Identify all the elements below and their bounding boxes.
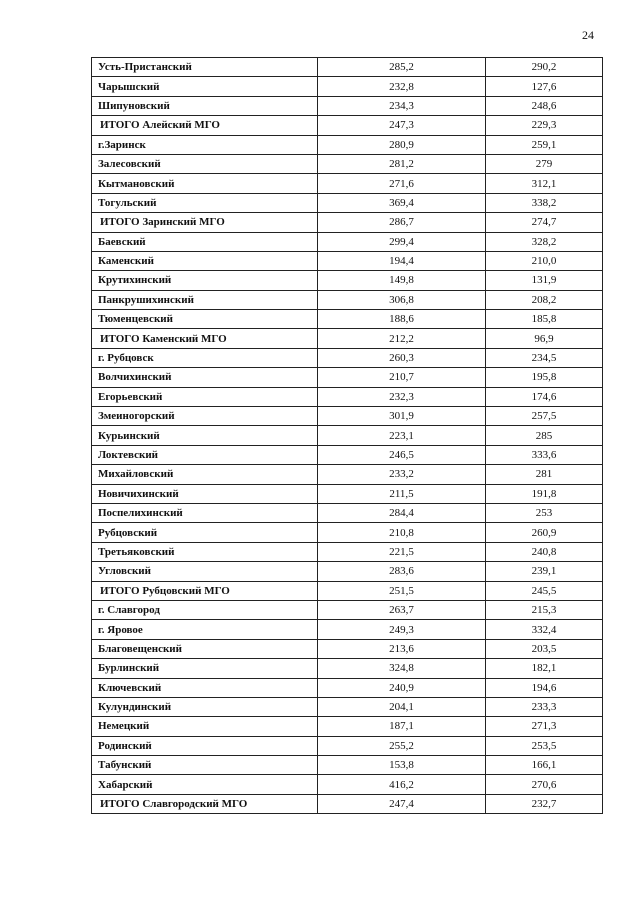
table-row: [92, 503, 603, 522]
value-2-cell: 312,1: [486, 174, 603, 193]
value-2-cell: 195,8: [486, 368, 603, 387]
value-2-cell: 274,7: [486, 213, 603, 232]
district-name-cell: Поспелихинский: [92, 503, 318, 522]
table-row: [92, 775, 603, 794]
value-2-cell: 182,1: [486, 659, 603, 678]
table-row: [92, 193, 603, 212]
value-2-cell: 208,2: [486, 290, 603, 309]
value-1-cell: 247,4: [318, 794, 486, 813]
value-1-cell: 281,2: [318, 154, 486, 173]
district-name-cell: Благовещенский: [92, 639, 318, 658]
district-name-cell: Третьяковский: [92, 542, 318, 561]
value-1-cell: 416,2: [318, 775, 486, 794]
value-2-cell: 248,6: [486, 96, 603, 115]
value-2-cell: 240,8: [486, 542, 603, 561]
table-row: [92, 310, 603, 329]
table-row: [92, 251, 603, 270]
table-row: [92, 659, 603, 678]
table-row: [92, 232, 603, 251]
district-name-cell: Рубцовский: [92, 523, 318, 542]
table-row: [92, 639, 603, 658]
value-1-cell: 284,4: [318, 503, 486, 522]
value-2-cell: 281: [486, 465, 603, 484]
district-name-cell: Егорьевский: [92, 387, 318, 406]
total-row: [92, 794, 603, 813]
value-2-cell: 333,6: [486, 445, 603, 464]
value-1-cell: 233,2: [318, 465, 486, 484]
table-row: [92, 736, 603, 755]
district-name-cell: Ключевский: [92, 678, 318, 697]
district-name-cell: ИТОГО Славгородский МГО: [92, 794, 318, 813]
page-number: 24: [582, 28, 594, 42]
value-1-cell: 212,2: [318, 329, 486, 348]
district-name-cell: ИТОГО Рубцовский МГО: [92, 581, 318, 600]
value-2-cell: 338,2: [486, 193, 603, 212]
district-name-cell: Новичихинский: [92, 484, 318, 503]
district-name-cell: Угловский: [92, 562, 318, 581]
value-1-cell: 204,1: [318, 697, 486, 716]
table-row: [92, 77, 603, 96]
value-2-cell: 259,1: [486, 135, 603, 154]
value-2-cell: 290,2: [486, 58, 603, 77]
value-2-cell: 166,1: [486, 756, 603, 775]
table-row: [92, 523, 603, 542]
table-row: [92, 426, 603, 445]
value-2-cell: 257,5: [486, 407, 603, 426]
value-1-cell: 153,8: [318, 756, 486, 775]
table-row: [92, 445, 603, 464]
district-name-cell: Змеиногорский: [92, 407, 318, 426]
district-name-cell: Бурлинский: [92, 659, 318, 678]
district-name-cell: Локтевский: [92, 445, 318, 464]
value-1-cell: 194,4: [318, 251, 486, 270]
district-name-cell: Кулундинский: [92, 697, 318, 716]
value-2-cell: 328,2: [486, 232, 603, 251]
value-1-cell: 210,7: [318, 368, 486, 387]
value-2-cell: 285: [486, 426, 603, 445]
table-row: [92, 697, 603, 716]
district-name-cell: Каменский: [92, 251, 318, 270]
value-1-cell: 187,1: [318, 717, 486, 736]
value-2-cell: 131,9: [486, 271, 603, 290]
value-1-cell: 301,9: [318, 407, 486, 426]
value-1-cell: 280,9: [318, 135, 486, 154]
district-name-cell: Панкрушихинский: [92, 290, 318, 309]
table-row: [92, 600, 603, 619]
district-name-cell: Баевский: [92, 232, 318, 251]
table-row: [92, 271, 603, 290]
value-1-cell: 260,3: [318, 348, 486, 367]
value-2-cell: 229,3: [486, 116, 603, 135]
value-2-cell: 210,0: [486, 251, 603, 270]
value-1-cell: 255,2: [318, 736, 486, 755]
table-row: [92, 620, 603, 639]
value-1-cell: 249,3: [318, 620, 486, 639]
value-1-cell: 232,8: [318, 77, 486, 96]
value-1-cell: 306,8: [318, 290, 486, 309]
table-row: [92, 96, 603, 115]
district-name-cell: ИТОГО Каменский МГО: [92, 329, 318, 348]
district-name-cell: Тюменцевский: [92, 310, 318, 329]
district-name-cell: г.Заринск: [92, 135, 318, 154]
value-2-cell: 245,5: [486, 581, 603, 600]
value-2-cell: 194,6: [486, 678, 603, 697]
table-row: [92, 135, 603, 154]
table-row: [92, 387, 603, 406]
value-2-cell: 271,3: [486, 717, 603, 736]
district-name-cell: ИТОГО Алейский МГО: [92, 116, 318, 135]
district-name-cell: Чарышский: [92, 77, 318, 96]
table-row: [92, 368, 603, 387]
value-2-cell: 215,3: [486, 600, 603, 619]
value-1-cell: 283,6: [318, 562, 486, 581]
value-2-cell: 191,8: [486, 484, 603, 503]
table-row: [92, 174, 603, 193]
district-name-cell: Немецкий: [92, 717, 318, 736]
value-2-cell: 253,5: [486, 736, 603, 755]
value-1-cell: 271,6: [318, 174, 486, 193]
district-name-cell: г. Яровое: [92, 620, 318, 639]
table-row: [92, 717, 603, 736]
table-body: [92, 58, 603, 814]
district-name-cell: г. Славгород: [92, 600, 318, 619]
district-name-cell: Табунский: [92, 756, 318, 775]
district-name-cell: г. Рубцовск: [92, 348, 318, 367]
district-name-cell: Тогульский: [92, 193, 318, 212]
district-name-cell: Шипуновский: [92, 96, 318, 115]
table-row: [92, 58, 603, 77]
value-1-cell: 299,4: [318, 232, 486, 251]
district-name-cell: Крутихинский: [92, 271, 318, 290]
value-1-cell: 221,5: [318, 542, 486, 561]
value-2-cell: 260,9: [486, 523, 603, 542]
value-2-cell: 174,6: [486, 387, 603, 406]
district-name-cell: Усть-Пристанский: [92, 58, 318, 77]
value-1-cell: 246,5: [318, 445, 486, 464]
value-2-cell: 253: [486, 503, 603, 522]
value-1-cell: 188,6: [318, 310, 486, 329]
district-name-cell: Хабарский: [92, 775, 318, 794]
value-2-cell: 279: [486, 154, 603, 173]
total-row: [92, 329, 603, 348]
value-1-cell: 285,2: [318, 58, 486, 77]
value-1-cell: 251,5: [318, 581, 486, 600]
value-2-cell: 185,8: [486, 310, 603, 329]
table-row: [92, 562, 603, 581]
table-row: [92, 348, 603, 367]
value-1-cell: 211,5: [318, 484, 486, 503]
value-1-cell: 213,6: [318, 639, 486, 658]
district-name-cell: ИТОГО Заринский МГО: [92, 213, 318, 232]
district-name-cell: Родинский: [92, 736, 318, 755]
table-row: [92, 542, 603, 561]
value-1-cell: 149,8: [318, 271, 486, 290]
district-name-cell: Курьинский: [92, 426, 318, 445]
value-1-cell: 240,9: [318, 678, 486, 697]
value-2-cell: 203,5: [486, 639, 603, 658]
value-1-cell: 234,3: [318, 96, 486, 115]
value-1-cell: 247,3: [318, 116, 486, 135]
table-row: [92, 484, 603, 503]
district-name-cell: Кытмановский: [92, 174, 318, 193]
value-2-cell: 232,7: [486, 794, 603, 813]
value-2-cell: 96,9: [486, 329, 603, 348]
table-row: [92, 407, 603, 426]
table-row: [92, 465, 603, 484]
value-2-cell: 233,3: [486, 697, 603, 716]
total-row: [92, 213, 603, 232]
total-row: [92, 116, 603, 135]
value-1-cell: 286,7: [318, 213, 486, 232]
district-name-cell: Михайловский: [92, 465, 318, 484]
table-row: [92, 290, 603, 309]
value-2-cell: 332,4: [486, 620, 603, 639]
value-1-cell: 210,8: [318, 523, 486, 542]
table-row: [92, 756, 603, 775]
value-2-cell: 239,1: [486, 562, 603, 581]
district-name-cell: Залесовский: [92, 154, 318, 173]
value-1-cell: 263,7: [318, 600, 486, 619]
table-row: [92, 154, 603, 173]
value-1-cell: 369,4: [318, 193, 486, 212]
total-row: [92, 581, 603, 600]
data-table: [91, 57, 603, 814]
value-2-cell: 270,6: [486, 775, 603, 794]
value-1-cell: 232,3: [318, 387, 486, 406]
table-row: [92, 678, 603, 697]
value-1-cell: 324,8: [318, 659, 486, 678]
value-1-cell: 223,1: [318, 426, 486, 445]
value-2-cell: 234,5: [486, 348, 603, 367]
value-2-cell: 127,6: [486, 77, 603, 96]
district-name-cell: Волчихинский: [92, 368, 318, 387]
